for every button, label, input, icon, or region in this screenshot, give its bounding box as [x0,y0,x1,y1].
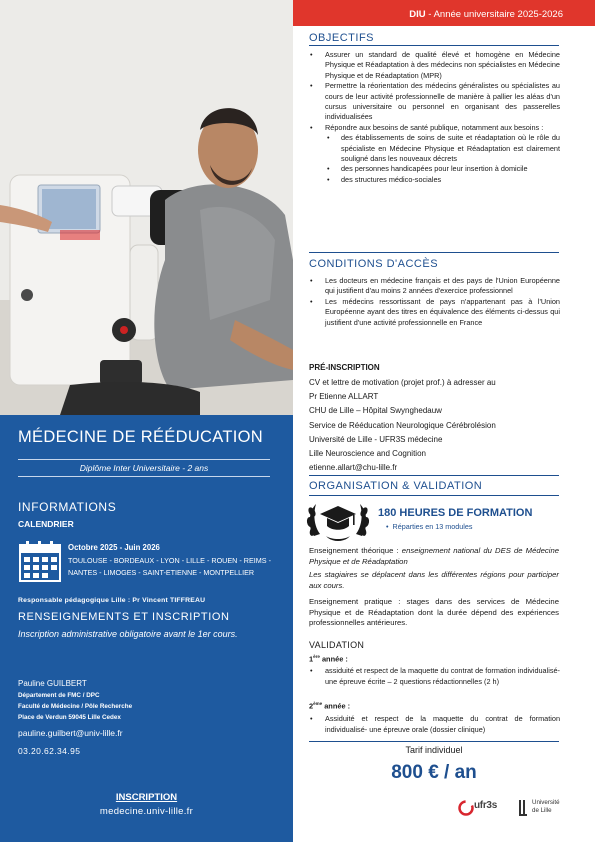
year1-num: 1 [309,654,314,664]
contact-email-link[interactable]: pauline.guilbert@univ-lille.fr [18,728,123,738]
year1-heading [309,654,348,663]
program-subtitle: Diplôme Inter Universitaire - 2 ans [79,463,209,473]
banner-text: - Année universitaire 2025-2026 [425,9,563,20]
pre-line: CHU de Lille – Hôpital Swynghedauw [309,406,442,416]
contact-address: Place de Verdun 59045 Lille Cedex [18,714,121,721]
responsable-pedagogique: Responsable pédagogique Lille : Pr Vincent TIFFREAU [18,597,206,604]
pre-inscription-heading: PRÉ-INSCRIPTION [309,363,380,372]
year1-list [309,665,560,688]
conditions-list [309,276,560,328]
calendrier-heading: CALENDRIER [18,519,74,529]
contact-phone[interactable]: 03.20.62.34.95 [18,746,81,756]
validation-heading: VALIDATION [309,640,365,650]
renseignements-heading: RENSEIGNEMENTS ET INSCRIPTION [18,611,230,623]
program-title: MÉDECINE DE RÉÉDUCATION [18,428,263,446]
list-item: • Assurer un standard de qualité élevé et homogène en Médecine Physique et Réadaptation à des médecins non spécialistes en Médecine Physique et de Réadaptation (MPR) [309,50,560,81]
year-banner [293,0,595,26]
divider [18,476,270,477]
year2-heading [309,701,350,710]
univ-line2: de Lille [532,807,552,814]
list-item: • Répondre aux besoins de santé publique, notamment aux besoins : [309,123,560,133]
year2-num: 2 [309,701,314,711]
enseignement-pratique: Enseignement pratique : stages dans des services de Médecine Physique et de Réadaptation dont la durée dépend des expériences professionnelles antérieures. [309,597,559,628]
tarif-value: 800 € / an [391,762,477,783]
year2-rest: année : [322,701,351,711]
section-rule [309,741,559,742]
pre-inscription-details [309,376,496,475]
universite-lille-logo [518,798,528,818]
year2-list [309,713,560,736]
calendar-icon [19,540,61,582]
organisation-heading: ORGANISATION & VALIDATION [309,480,483,492]
section-rule [309,475,559,476]
pre-line: Service de Rééducation Neurologique Cérébrolésion [309,420,496,430]
contact-department: Département de FMC / DPC [18,692,100,699]
inscription-url-link[interactable]: medecine.univ-lille.fr [99,806,194,817]
contact-faculty: Faculté de Médecine / Pôle Recherche [18,703,133,710]
list-subitem: • des établissements de soins de suite et réadaptation où le rôle du spécialiste en Médecine Physique et Réadaptation est clairement souligné dans les nouveaux décrets [309,133,560,164]
list-item: • Les médecins ressortissant de pays n'appartenant pas à l'Union Européenne ayant des titres en équivalence des éléments ci-dessus qui justifient d'une activité professionnelle en France [309,297,560,328]
training-modules: • Réparties en 13 modules [386,522,473,531]
enseignement-theorique [309,546,559,567]
theo-text: enseignement national du DES de Médecine Physique et de Réadaptation [309,546,559,566]
list-subitem: • des structures médico-sociales [309,175,560,185]
pre-line: Lille Neuroscience and Cognition [309,449,426,459]
inscription-label: INSCRIPTION [115,792,178,803]
list-item: • Les docteurs en médecine français et des pays de l'Union Européenne qui justifient d'au moins 2 années d'exercice professionnel [309,276,560,297]
renseignements-text: Inscription administrative obligatoire avant le 1er cours. [18,629,238,639]
informations-heading: INFORMATIONS [18,500,117,514]
ufr3s-logo-text: ufr3s [474,800,497,811]
contact-name: Pauline GUILBERT [18,679,87,688]
calendar-cities: TOULOUSE - BORDEAUX - LYON - LILLE - ROUEN - REIMS - NANTES - LIMOGES - SAINT-ETIENNE - MONTPELLIER [68,556,271,577]
list-subitem: • des personnes handicapées pour leur insertion à domicile [309,164,560,174]
list-item: • assiduité et respect de la maquette du contrat de formation individualisé- une épreuve écrite – 2 questions rédactionnelles (2 h) [309,665,560,688]
section-rule [309,252,559,253]
training-hours: 180 HEURES DE FORMATION [378,507,533,519]
objectifs-heading: OBJECTIFS [309,32,375,44]
graduation-cap-icon [304,498,372,542]
section-rule [309,45,559,46]
year1-sup: ère [313,654,320,659]
year2-sup: ème [313,701,323,706]
calendar-dates: Octobre 2025 - Juin 2026 [68,543,160,552]
section-rule [309,495,559,496]
pre-line: CV et lettre de motivation (projet prof.) à adresser au [309,378,496,387]
pre-line: Pr Etienne ALLART [309,392,379,402]
hero-photo [0,0,293,415]
pre-email-link[interactable]: etienne.allart@chu-lille.fr [309,463,398,473]
list-item: • Permettre la réorientation des médecins généralistes ou spécialistes au cours de leur activité professionnelle de manière à pallier les aléas d'un cursus universitaire ou personnel en organisant des passerelles individualisées [309,81,560,123]
theo-label: Enseignement théorique : [309,546,402,555]
univ-line1: Université [532,799,560,806]
conditions-heading: CONDITIONS D'ACCÈS [309,258,439,270]
modules-text: Réparties en 13 modules [392,522,473,531]
pre-line: Université de Lille - UFR3S médecine [309,434,443,444]
tarif-label: Tarif individuel [405,745,463,755]
universite-lille-text [532,799,560,815]
info-panel [0,415,293,842]
divider [18,459,270,460]
year1-rest: année : [319,654,348,664]
stagiaires-text: Les stagiaires se déplacent dans les différentes régions pour participer aux cours. [309,570,559,590]
objectifs-list [309,50,560,185]
rehabilitation-scene-illustration [0,0,293,415]
list-item: • Assiduité et respect de la maquette du contrat de formation individualisé- une épreuve orale (dossier clinique) [309,713,560,736]
banner-prefix: DIU [409,9,426,20]
